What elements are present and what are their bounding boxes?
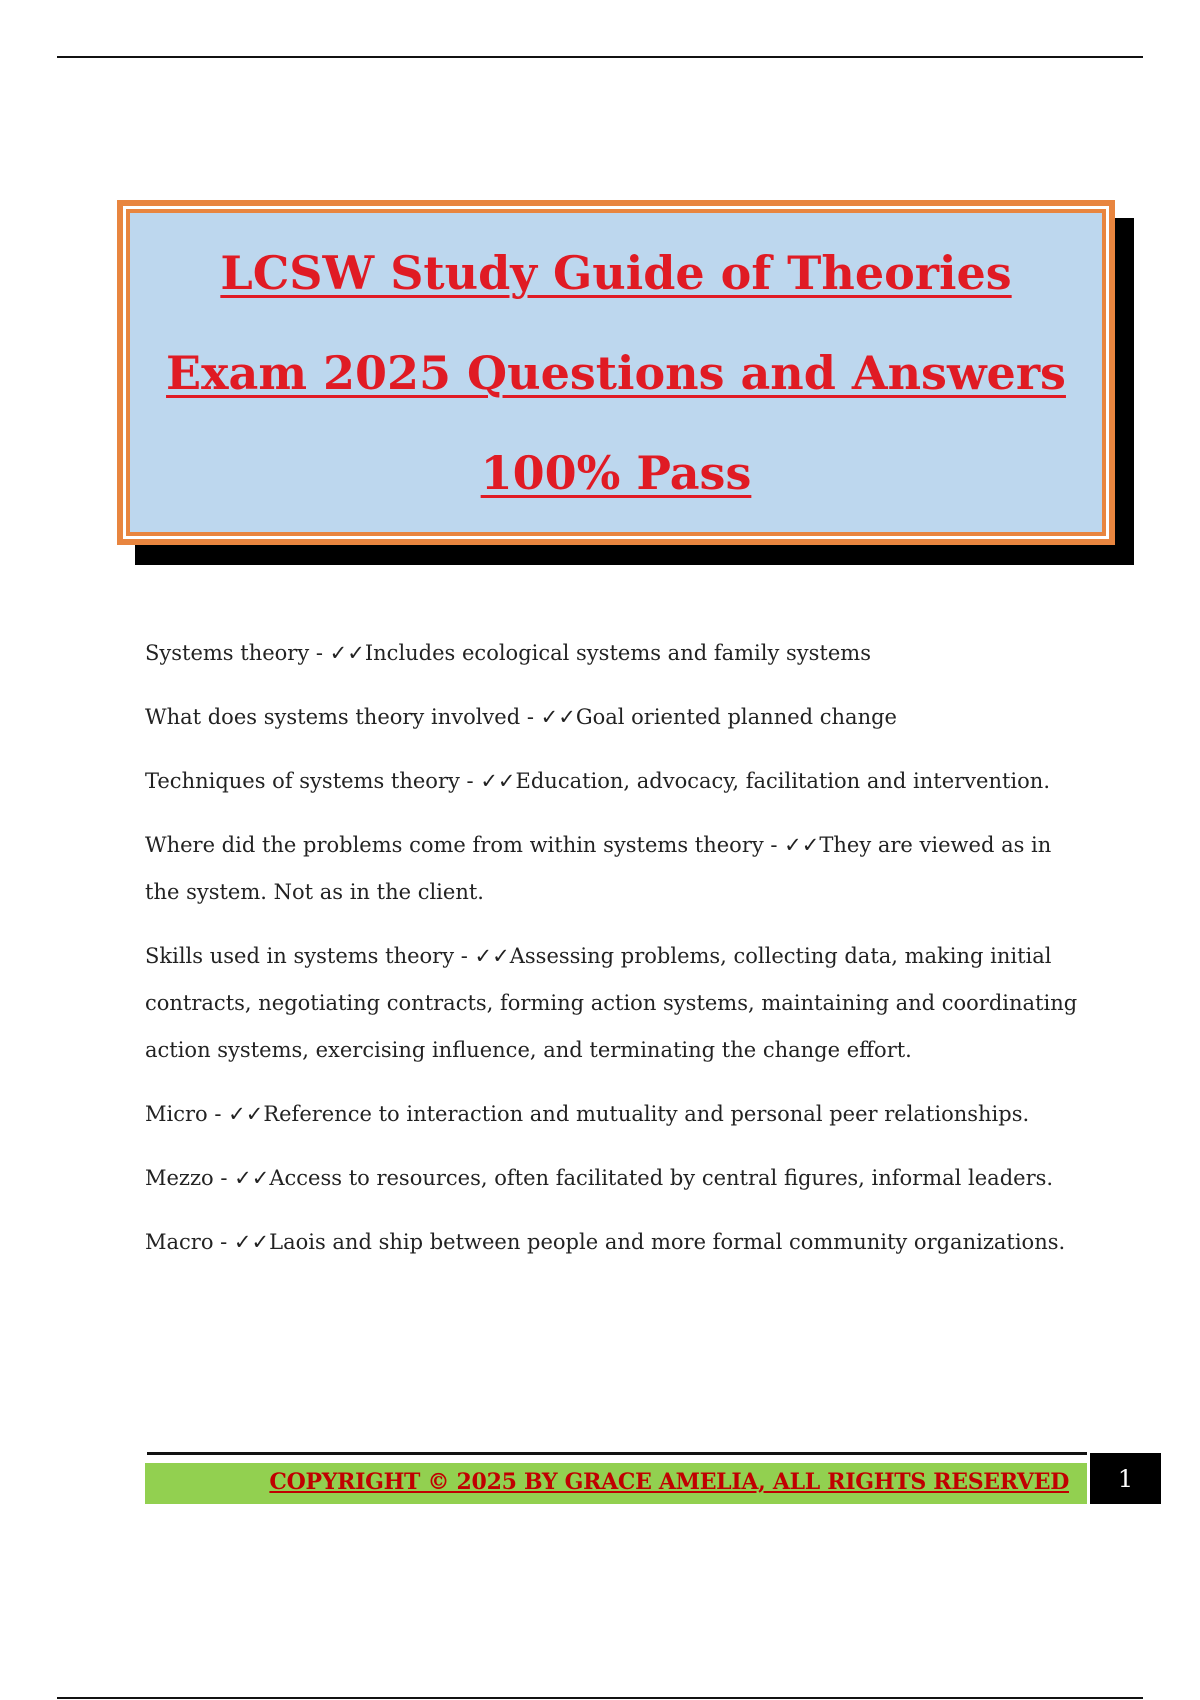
title-fill xyxy=(130,213,1102,532)
qa-item xyxy=(145,758,1085,805)
question-text: Where did the problems come from within systems theory - xyxy=(145,833,785,857)
check-mark-icon: ✓✓ xyxy=(329,641,365,665)
answer-text: Laois and ship between people and more formal community organizations. xyxy=(269,1230,1066,1254)
check-mark-icon: ✓✓ xyxy=(474,944,510,968)
check-mark-icon: ✓✓ xyxy=(480,769,516,793)
qa-list xyxy=(145,630,1085,1283)
question-text: Micro - xyxy=(145,1102,229,1126)
question-text: Techniques of systems theory - xyxy=(145,769,481,793)
answer-text: Access to resources, often facilitated by central figures, informal leaders. xyxy=(269,1166,1054,1190)
qa-item xyxy=(145,694,1085,741)
check-mark-icon: ✓✓ xyxy=(228,1102,264,1126)
answer-text: Goal oriented planned change xyxy=(575,705,897,729)
check-mark-icon: ✓✓ xyxy=(234,1166,270,1190)
check-mark-icon: ✓✓ xyxy=(784,833,820,857)
answer-text: Assessing problems, collecting data, making initial contracts, negotiating contracts, forming action systems, maintaining and coordinating action systems, exercising influence, and terminating the change effort. xyxy=(145,944,1078,1062)
question-text: Mezzo - xyxy=(145,1166,235,1190)
answer-text: Includes ecological systems and family systems xyxy=(364,641,871,665)
title-line-2: Exam 2025 Questions and Answers xyxy=(166,345,1066,400)
question-text: Skills used in systems theory - xyxy=(145,944,475,968)
qa-item xyxy=(145,933,1085,1074)
qa-item xyxy=(145,1155,1085,1202)
footer-bar xyxy=(145,1463,1087,1504)
title-line-3: 100% Pass xyxy=(480,445,752,500)
copyright-text: COPYRIGHT © 2025 BY GRACE AMELIA, ALL RIGHTS RESERVED xyxy=(269,1469,1069,1495)
qa-item xyxy=(145,1091,1085,1138)
check-mark-icon: ✓✓ xyxy=(233,1230,270,1254)
title-box xyxy=(117,200,1115,545)
check-mark-icon: ✓✓ xyxy=(540,705,576,729)
qa-item xyxy=(145,822,1085,916)
question-text: Systems theory - xyxy=(145,641,330,665)
question-text: What does systems theory involved - xyxy=(145,705,541,729)
bottom-rule xyxy=(57,1697,1143,1699)
footer-rule xyxy=(147,1452,1087,1455)
qa-item xyxy=(145,1219,1085,1266)
page-number: 1 xyxy=(1090,1453,1161,1504)
answer-text: Reference to interaction and mutuality and personal peer relationships. xyxy=(263,1102,1030,1126)
answer-text: They are viewed as in the system. Not as in the client. xyxy=(145,833,1052,904)
qa-item xyxy=(145,630,1085,677)
title-line-1: LCSW Study Guide of Theories xyxy=(220,245,1012,300)
answer-text: Education, advocacy, facilitation and intervention. xyxy=(515,769,1050,793)
top-rule xyxy=(57,56,1143,58)
question-text: Macro - xyxy=(145,1230,234,1254)
